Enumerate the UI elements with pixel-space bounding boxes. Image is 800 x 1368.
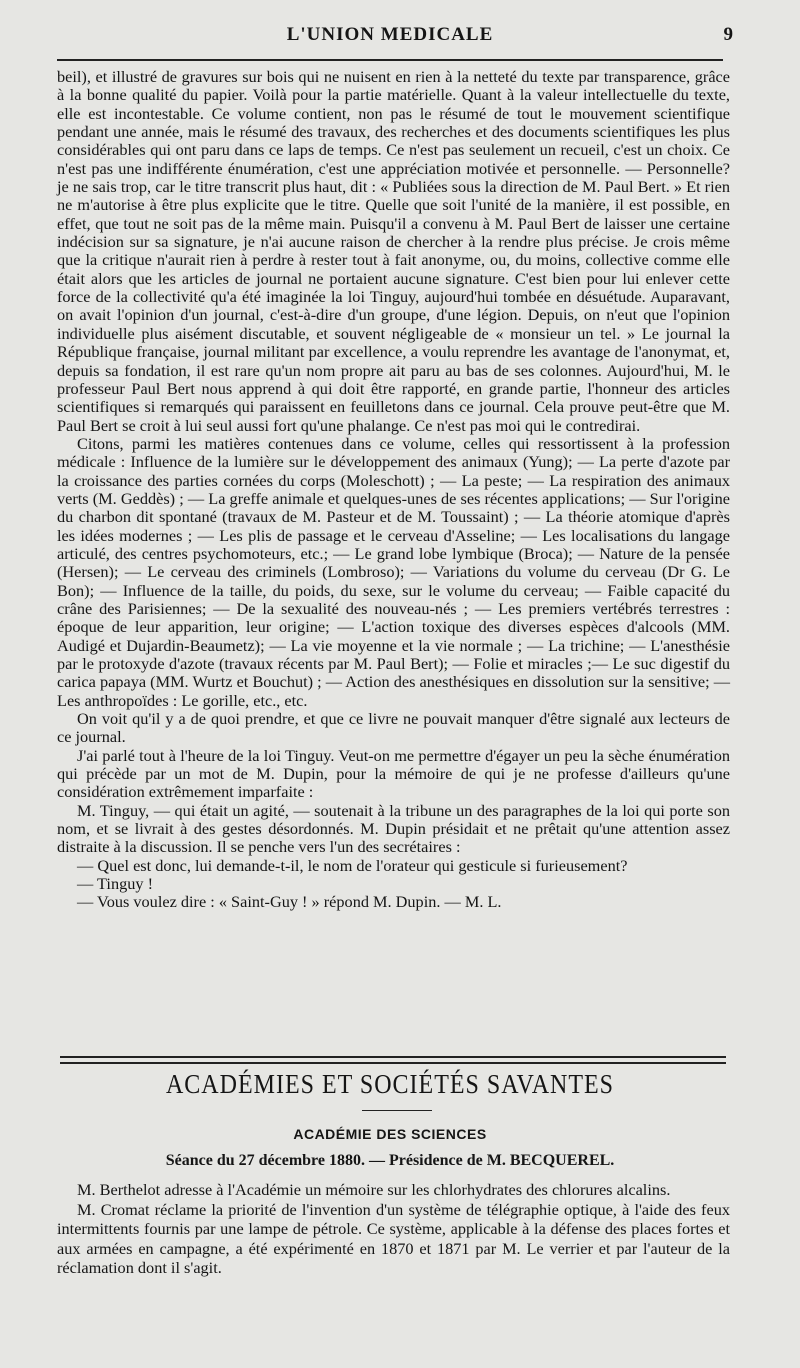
section-title: ACADÉMIES ET SOCIÉTÉS SAVANTES <box>165 1069 615 1100</box>
article-body <box>57 68 730 912</box>
dialog-line: — Vous voulez dire : « Saint-Guy ! » répond M. Dupin. — M. L. <box>77 892 502 912</box>
paragraph: M. Berthelot adresse à l'Académie un mémoire sur les chlorhydrates des chlorures alcalins. <box>77 1180 671 1199</box>
dialog-line: — Quel est donc, lui demande-t-il, le nom de l'orateur qui gesticule si furieusement? <box>77 855 628 875</box>
section-subtitle: ACADÉMIE DES SCIENCES <box>293 1126 487 1142</box>
short-rule <box>362 1110 432 1111</box>
paragraph: Citons, parmi les matières contenues dans ce volume, celles qui ressortissent à la profession médicale : Influence de la lumière sur le développement des animaux (Yung); — La perte d'azote par la croissance des parties cornées du corps (Moleschott) ; — La peste; — La respiration des animaux verts (M. Geddès) ; — La greffe animale et quelques-unes de ses récentes applications; — Sur l'origine du charbon dit spontané (travaux de M. Pasteur et de M. Toussaint) ; — La théorie atomique d'après les idées modernes ; — Les plis de passage et le cerveau d'Asseline; — Les localisations du langage articulé, des centres psychomoteurs, etc.; — Le grand lobe lymbique (Broca); — Nature de la pensée (Hersen); — Le cerveau des criminels (Lombroso); — Variations du volume du cerveau (Dr G. Le Bon); — Influence de la taille, du poids, du sexe, sur le volume du cerveau; — Faible capacité du crâne des Parisiennes; — De la sexualité des nouveau-nés ; — Les premiers vertébrés terrestres : époque de leur apparition, leur origine; — L'action toxique des diverses espèces d'alcools (MM. Audigé et Dujardin-Beaumetz); — La vie moyenne et la vie normale ; — La trichine; — L'anesthésie par le protoxyde d'azote (travaux récents par M. Paul Bert); — Folie et miracles ;— Le suc digestif du carica papaya (MM. Wurtz et Bouchut) ; — Action des anesthésiques en dissolution sur la sensitive; — Les anthropoïdes : Le gorille, etc., etc. <box>57 433 730 710</box>
session-line: Séance du 27 décembre 1880. — Présidence de M. BECQUEREL. <box>165 1152 615 1169</box>
paragraph: J'ai parlé tout à l'heure de la loi Tinguy. Veut-on me permettre d'égayer un peu la sèche énumération qui précède par un mot de M. Dupin, pour la mémoire de qui je ne professe d'ailleurs qu'une considération extrêmement imparfaite : <box>57 745 730 802</box>
page-number: 9 <box>723 24 733 45</box>
dialog-line: — Tinguy ! <box>77 874 154 894</box>
paragraph: beil), et illustré de gravures sur bois qui ne nuisent en rien à la netteté du texte par transparence, grâce à la bonne qualité du papier. Voilà pour la partie matérielle. Quant à la valeur intellectuelle du texte, elle est incontestable. Ce volume contient, non pas le résumé de tout le mouvement scientifique pendant une année, mais le résumé des travaux, des recherches et des documents scientifiques les plus considérables qui ont paru dans ce laps de temps. Ce n'est pas seulement un recueil, c'est un choix. Ce n'est pas une indifférente énumération, c'est une appréciation motivée et personnelle. — Personnelle? je ne sais trop, car le titre transcrit plus haut, dit : « Publiées sous la direction de M. Paul Bert. » Et rien ne m'autorise à être plus explicite que le titre. Quelle que soit l'unité de la manière, il est possible, en effet, que tout ne soit pas de la même main. Puisqu'il a convenu à M. Paul Bert de laisser une certaine indécision sur sa signature, je n'ai aucune raison de chercher à la rendre plus précise. Je crois même que la critique n'aurait rien à perdre à rester tout à fait anonyme, ou, du moins, collective comme elle était alors que les articles de journal ne portaient aucune signature. C'est bien pour lui enlever cette force de la collectivité qu'a été imaginée la loi Tinguy, aujourd'hui tombée en désuétude. Auparavant, on avait l'opinion d'un journal, c'est-à-dire d'un groupe, d'une légion. Depuis, on n'eut que l'opinion individuelle plus aisément discutable, et souvent négligeable de « monsieur un tel. » Le journal la République française, journal militant par excellence, a voulu reprendre les avantage de l'anonymat, et, depuis sa fondation, il est rare qu'un nom propre ait paru au bas de ses colonnes. Aujourd'hui, M. le professeur Paul Bert nous apprend à qui doit être rapporté, en grande partie, l'honneur des articles scientifiques si remarqués qui paraissent en feuilletons dans ce journal. Cela prouve peut-être que M. Paul Bert se croit à lui seul aussi fort qu'une phalange. Ce n'est pas moi qui le contredirai. <box>57 67 730 435</box>
section-divider <box>60 1056 726 1064</box>
paragraph: On voit qu'il y a de quoi prendre, et que ce livre ne pouvait manquer d'être signalé aux lecteurs de ce journal. <box>57 709 730 747</box>
paragraph: M. Cromat réclame la priorité de l'invention d'un système de télégraphie optique, à l'aide des feux intermittents fournis par une lampe de pétrole. Ce système, applicable à la défense des places fortes et aux armées en campagne, a été expérimenté en 1870 et 1871 par M. Le verrier et par l'auteur de la réclamation dont il s'agit. <box>57 1199 730 1277</box>
running-head <box>57 24 733 54</box>
section-body <box>57 1180 730 1278</box>
header-rule <box>57 59 723 61</box>
journal-title: L'UNION MEDICALE <box>286 24 494 45</box>
paragraph: M. Tinguy, — qui était un agité, — soutenait à la tribune un des paragraphes de la loi qui porte son nom, et se livrait à des gestes désordonnés. M. Dupin présidait et ne prêtait qu'une attention assez distraite à la discussion. Il se penche vers l'un des secrétaires : <box>57 800 730 857</box>
